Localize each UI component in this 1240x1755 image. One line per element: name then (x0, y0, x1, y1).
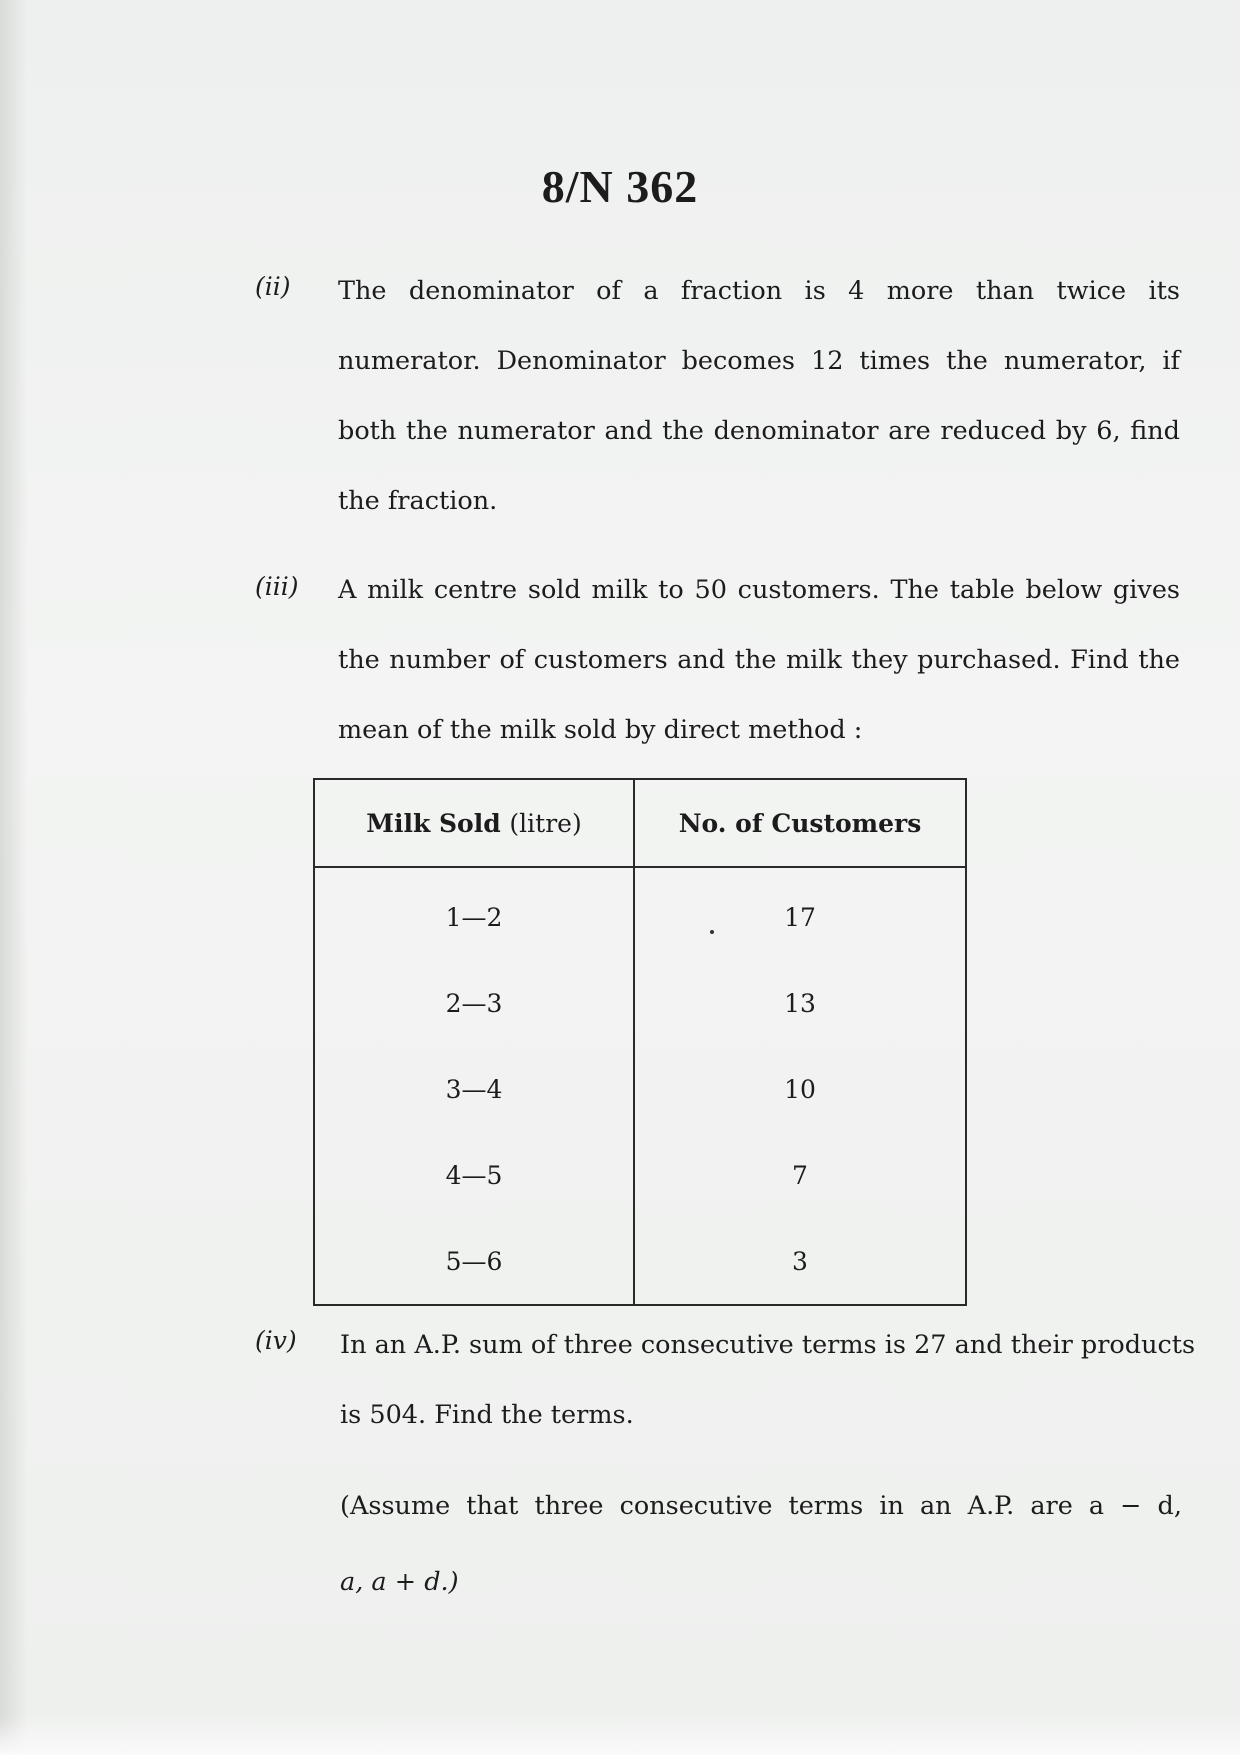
cell-customers: 10 (634, 1046, 966, 1132)
question-iv-note (340, 1468, 1182, 1620)
cell-milk: 1—2 (314, 867, 634, 960)
question-label-iii: (iii) (255, 572, 299, 601)
question-ii-line-4: the fraction. (338, 486, 498, 516)
header-milk-sold (314, 779, 634, 867)
cell-milk: 5—6 (314, 1218, 634, 1305)
question-iii-text (338, 555, 1180, 765)
question-iii-line-3: mean of the milk sold by direct method : (338, 715, 863, 745)
cell-milk: 4—5 (314, 1132, 634, 1218)
question-label-iv: (iv) (255, 1326, 297, 1355)
question-ii-line-3: both the numerator and the denominator are reduced by 6, find (338, 416, 1180, 446)
table-row (314, 1132, 966, 1218)
cell-milk: 3—4 (314, 1046, 634, 1132)
header-customers: No. of Customers (634, 779, 966, 867)
page-bottom-fade (0, 1715, 1240, 1755)
milk-sales-table (313, 778, 967, 1306)
question-iii-line-1: A milk centre sold milk to 50 customers. The table below gives (338, 575, 1180, 605)
cell-customers: 3 (634, 1218, 966, 1305)
question-iv-note-line-1: (Assume that three consecutive terms in an A.P. are a − d, (340, 1491, 1182, 1521)
ink-speck (710, 930, 714, 934)
table-header-row (314, 779, 966, 867)
question-iv-text (340, 1310, 1196, 1450)
header-milk-sold-unit: (litre) (509, 808, 582, 838)
table-row (314, 1218, 966, 1305)
question-iii-line-2: the number of customers and the milk they purchased. Find the (338, 645, 1180, 675)
question-iv-note-line-2: a, a + d.) (340, 1567, 459, 1597)
cell-customers: 7 (634, 1132, 966, 1218)
cell-customers: 13 (634, 960, 966, 1046)
table-row (314, 1046, 966, 1132)
question-label-ii: (ii) (255, 272, 291, 301)
table-row (314, 867, 966, 960)
cell-milk: 2—3 (314, 960, 634, 1046)
question-ii-line-1: The denominator of a fraction is 4 more than twice its (338, 276, 1180, 306)
question-ii-text (338, 256, 1180, 536)
page-edge-shadow (0, 0, 28, 1755)
header-milk-sold-label: Milk Sold (366, 808, 501, 838)
question-ii-line-2: numerator. Denominator becomes 12 times the numerator, if (338, 346, 1180, 376)
cell-customers: 17 (634, 867, 966, 960)
table-row (314, 960, 966, 1046)
paper-code: 8/N 362 (541, 161, 699, 212)
question-iv-line-2: is 504. Find the terms. (340, 1400, 634, 1430)
question-iv-line-1: In an A.P. sum of three consecutive terms is 27 and their products (340, 1330, 1196, 1360)
